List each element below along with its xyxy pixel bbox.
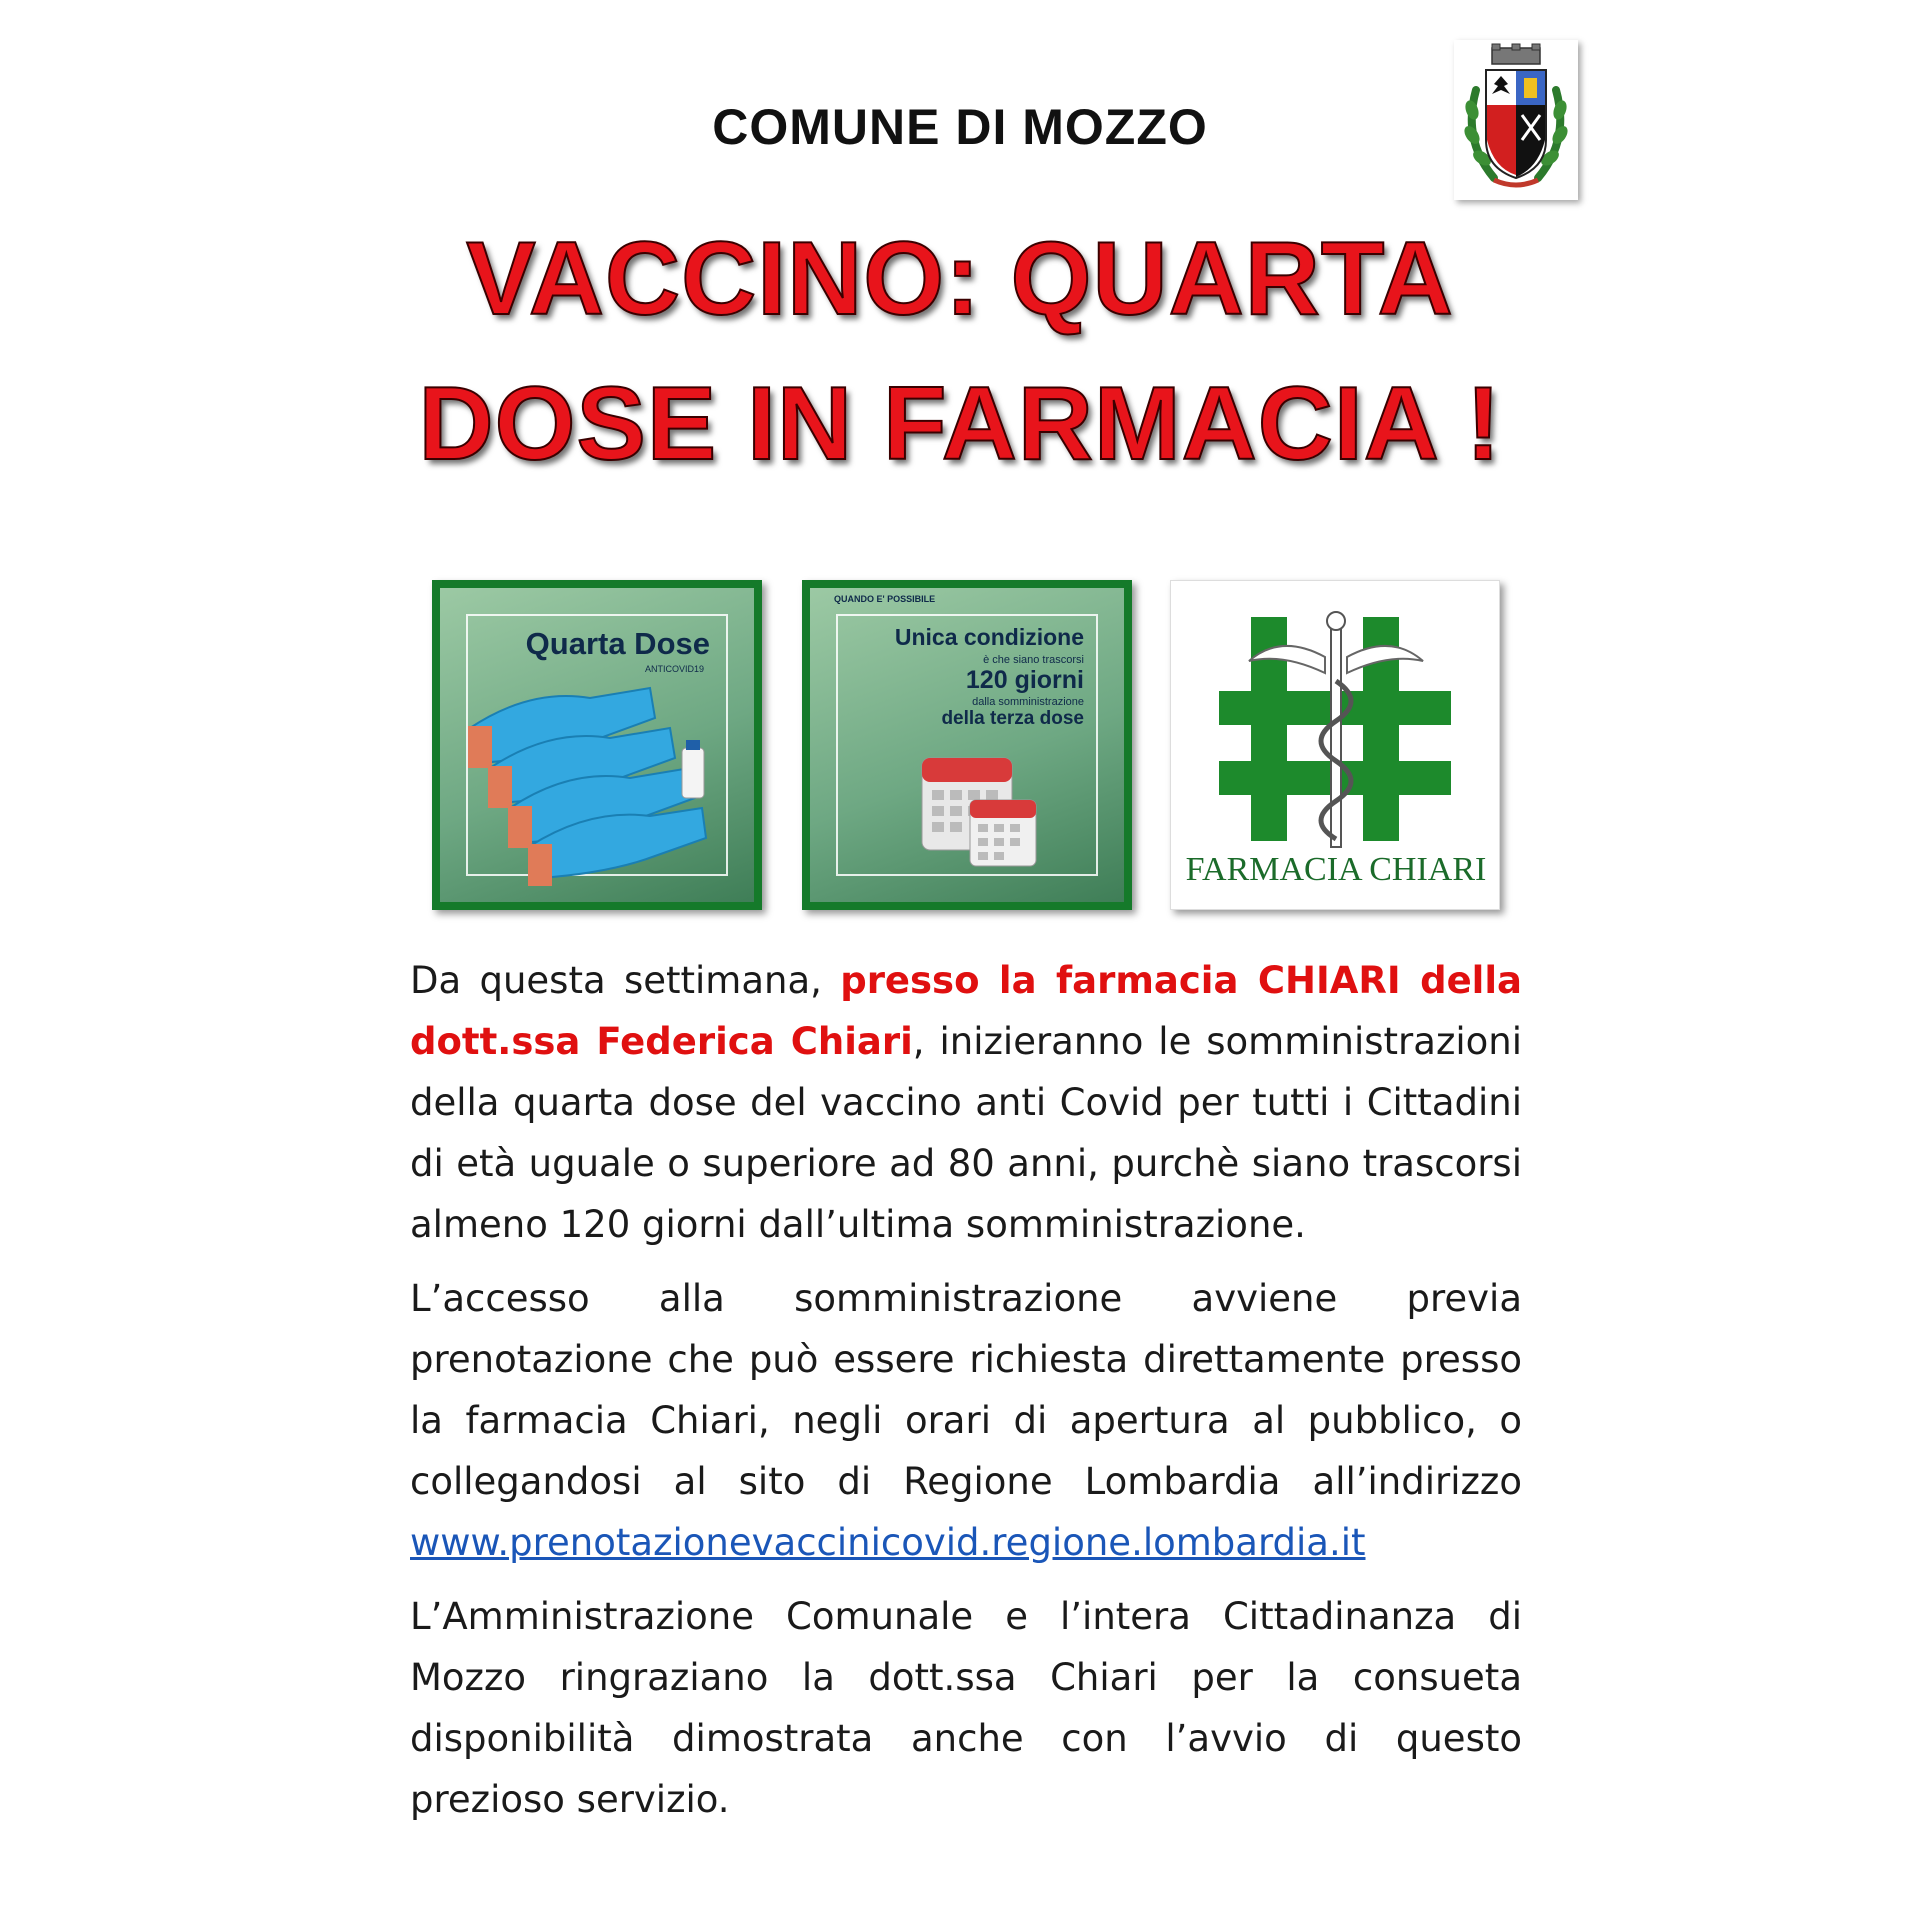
municipal-crest-icon bbox=[1454, 40, 1578, 200]
tile-title: Quarta Dose bbox=[525, 626, 710, 661]
paragraph-text: L’accesso alla somministrazione avviene previa prenotazione che può essere richiesta direttamente presso la farmacia Chiari, negli orari di apertura al pubblico, o collegandosi al sito di Regione Lombardia all’indirizzo bbox=[410, 1277, 1522, 1503]
pharmacy-name: FARMACIA CHIARI bbox=[1185, 851, 1487, 888]
tile-title: Unica condizione bbox=[894, 624, 1084, 650]
headline-line-1: VACCINO: QUARTA bbox=[466, 221, 1454, 337]
paragraph-text: , inizieranno le somministrazioni della quarta dose del vaccino anti Covid per tutti i Cittadini di età uguale o superiore ad 80 anni, purchè siano trascorsi almeno 120 giorni dall’ultima somministrazione. bbox=[410, 1020, 1523, 1246]
tile-big-text: 120 giorni bbox=[965, 666, 1084, 694]
highlighted-pharmacy-text: presso la farmacia CHIARI della dott.ssa Federica Chiari bbox=[410, 959, 1522, 1063]
gloved-hands-vaccine-icon bbox=[440, 588, 754, 902]
tile-text: è che siano trascorsi bbox=[983, 654, 1084, 666]
calendar-icon bbox=[810, 588, 1124, 902]
unica-condizione-image bbox=[802, 580, 1132, 910]
paragraph-thanks bbox=[410, 1586, 1522, 1830]
paragraph-announcement bbox=[410, 950, 1522, 1255]
paragraph-text: Da questa settimana, bbox=[410, 959, 841, 1002]
tile-top-label: QUANDO E' POSSIBILE bbox=[834, 594, 936, 604]
paragraph-booking bbox=[410, 1268, 1522, 1573]
paragraph-text: L’Amministrazione Comunale e l’intera Cittadinanza di Mozzo ringraziano la dott.ssa Chiari per la consueta disponibilità dimostrata anche con l’avvio di questo prezioso servizio. bbox=[410, 1595, 1522, 1821]
municipality-title: COMUNE DI MOZZO bbox=[712, 99, 1208, 155]
tile-text: della terza dose bbox=[941, 708, 1084, 729]
tile-subtitle: ANTICOVID19 bbox=[644, 664, 704, 674]
farmacia-chiari-logo bbox=[1170, 580, 1500, 910]
quarta-dose-image bbox=[432, 580, 762, 910]
tile-text: dalla somministrazione bbox=[972, 696, 1084, 708]
headline-line-2: DOSE IN FARMACIA ! bbox=[418, 366, 1502, 482]
booking-website-link[interactable]: www.prenotazionevaccinicovid.regione.lombardia.it bbox=[410, 1521, 1366, 1564]
